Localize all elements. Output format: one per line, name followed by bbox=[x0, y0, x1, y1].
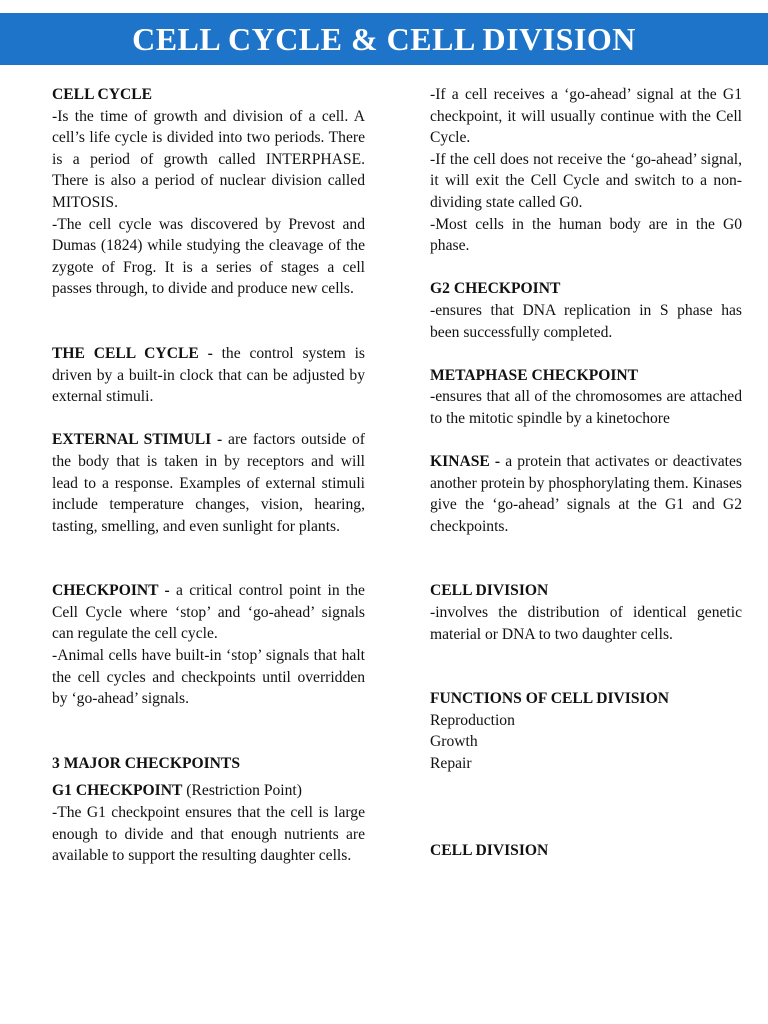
g1-paragraph-3: -If the cell does not receive the ‘go-ahead’ signal, it will exit the Cell Cycle and switch to a non-dividing state called G0. bbox=[430, 150, 742, 211]
major-checkpoints-heading: 3 MAJOR CHECKPOINTS bbox=[52, 754, 241, 772]
cell-division-heading-2: CELL DIVISION bbox=[430, 841, 549, 859]
g2-paragraph-1: -ensures that DNA replication in S phase has been successfully completed. bbox=[430, 301, 742, 341]
page-title: CELL CYCLE & CELL DIVISION bbox=[132, 20, 636, 57]
g1-paragraph-4: -Most cells in the human body are in the G0 phase. bbox=[430, 215, 742, 255]
external-stimuli-term: EXTERNAL STIMULI - bbox=[52, 431, 223, 449]
g2-checkpoint-heading: G2 CHECKPOINT bbox=[430, 280, 561, 298]
functions-heading: FUNCTIONS OF CELL DIVISION bbox=[430, 690, 670, 708]
checkpoint-paragraph-2: -Animal cells have built-in ‘stop’ signals that halt the cell cycles and checkpoints until overridden by ‘go-ahead’ signals. bbox=[52, 647, 365, 708]
g1-checkpoint-subtitle: (Restriction Point) bbox=[182, 782, 302, 800]
g1-paragraph-1: -The G1 checkpoint ensures that the cell is large enough to divide and that enough nutrients are available to support the resulting daughter cells. bbox=[52, 804, 365, 865]
kinase-term: KINASE - bbox=[430, 453, 501, 471]
function-item-1: Reproduction bbox=[430, 711, 515, 729]
cell-cycle-paragraph-2: -The cell cycle was discovered by Prevost and Dumas (1824) while studying the cleavage of the zygote of Frog. It is a series of stages a cell passes through, to divide and produce new cells. bbox=[52, 215, 365, 298]
cell-cycle-paragraph-1: -Is the time of growth and division of a cell. A cell’s life cycle is divided into two periods. There is a period of growth called INTERPHASE. There is also a period of nuclear division called MITOSIS. bbox=[52, 107, 365, 211]
metaphase-paragraph-1: -ensures that all of the chromosomes are attached to the mitotic spindle by a kinetochore bbox=[430, 388, 742, 427]
cell-cycle-heading: CELL CYCLE bbox=[52, 86, 153, 103]
title-banner bbox=[0, 13, 768, 65]
cell-division-paragraph-1: -involves the distribution of identical genetic material or DNA to two daughter cells. bbox=[430, 604, 742, 643]
function-item-3: Repair bbox=[430, 755, 472, 773]
g1-checkpoint-title bbox=[52, 780, 365, 802]
g1-checkpoint-heading: G1 CHECKPOINT bbox=[52, 782, 183, 800]
metaphase-checkpoint-heading: METAPHASE CHECKPOINT bbox=[430, 366, 639, 384]
kinase-definition: KINASE - a protein that activates or deactivates another protein by phosphorylating them. Kinases give the ‘go-ahead’ signals at the G1 and G2 checkpoints. bbox=[430, 453, 742, 535]
right-column bbox=[430, 84, 742, 861]
the-cell-cycle-term: THE CELL CYCLE - bbox=[52, 344, 213, 362]
left-column bbox=[52, 84, 365, 867]
g1-paragraph-2: -If a cell receives a ‘go-ahead’ signal at the G1 checkpoint, it will usually continue with the Cell Cycle. bbox=[430, 86, 742, 147]
cell-division-heading: CELL DIVISION bbox=[430, 582, 549, 600]
the-cell-cycle-definition: THE CELL CYCLE - the control system is driven by a built-in clock that can be adjusted by external stimuli. bbox=[52, 344, 365, 406]
checkpoint-term: CHECKPOINT - bbox=[52, 582, 170, 600]
function-item-2: Growth bbox=[430, 733, 478, 751]
external-stimuli-definition: EXTERNAL STIMULI - are factors outside of the body that is taken in by receptors and will lead to a response. Examples of external stimuli include temperature changes, vision, hearing, tasting, smelling, and even sunlight for plants. bbox=[52, 431, 365, 535]
checkpoint-definition: CHECKPOINT - a critical control point in the Cell Cycle where ‘stop’ and ‘go-ahead’ signals can regulate the cell cycle. bbox=[52, 582, 365, 643]
